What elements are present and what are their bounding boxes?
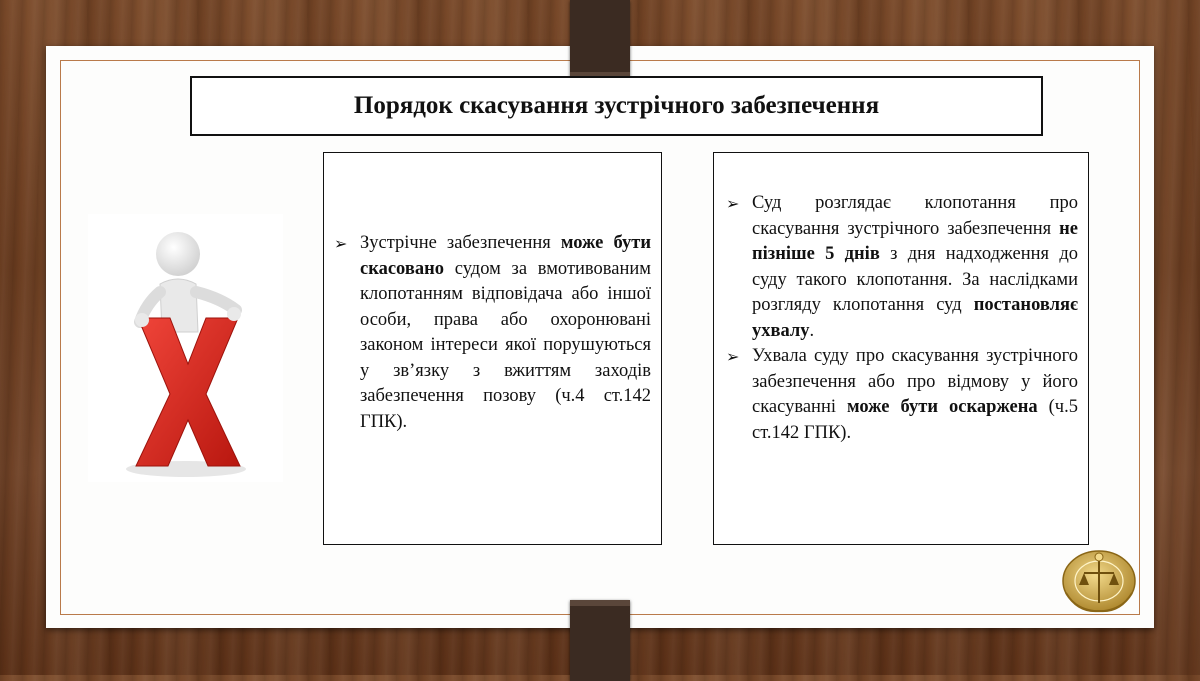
- text-segment: з дня надходження до суду такого клопотання. За наслідками розгляду клопотання суд: [752, 244, 1078, 315]
- top-clip: [570, 0, 630, 78]
- gold-court-emblem-icon: [1058, 543, 1140, 615]
- right-bullet-item-2: [726, 344, 1078, 446]
- person-with-red-x-icon: [88, 214, 283, 482]
- left-text-box: [323, 152, 662, 545]
- text-segment: .: [809, 320, 815, 341]
- text-segment: Ухвала суду про скасування зустрічного забезпечення або про відмову у його скасуванні: [752, 346, 1078, 417]
- right-bullet-item-1: [726, 191, 1078, 344]
- text-segment: судом за вмотивованим клопотанням відповідача або іншої особи, права або охоронювані законом інтереси якої порушуються у зв’язку з вжиттям заходів забезпечення позову (ч.4 ст.142 ГПК).: [360, 258, 651, 432]
- text-segment: Зустрічне забезпечення: [360, 233, 561, 253]
- bold-text-segment: не пізніше 5 днів: [752, 218, 1078, 264]
- arrow-bullet-icon: ➢: [726, 349, 740, 366]
- slide-title-box: [190, 76, 1043, 136]
- left-bullet-item: [334, 231, 651, 435]
- bold-text-segment: постановляє ухвалу: [752, 295, 1078, 341]
- bold-text-segment: може бути скасовано: [360, 233, 651, 279]
- bold-text-segment: може бути оскаржена: [846, 397, 1038, 417]
- right-bullet-text-2: [752, 344, 1078, 446]
- text-segment: Суд розглядає клопотання про скасування зустрічного забезпечення: [752, 193, 1078, 239]
- slide-title: Порядок скасування зустрічного забезпечення: [353, 92, 880, 119]
- bottom-clip: [570, 600, 630, 681]
- arrow-bullet-icon: ➢: [726, 196, 740, 213]
- arrow-bullet-icon: ➢: [334, 236, 348, 253]
- text-segment: (ч.5 ст.142 ГПК).: [752, 397, 1078, 443]
- right-text-box: [713, 152, 1089, 545]
- right-bullet-text-1: [752, 191, 1078, 344]
- left-bullet-text: [360, 231, 651, 435]
